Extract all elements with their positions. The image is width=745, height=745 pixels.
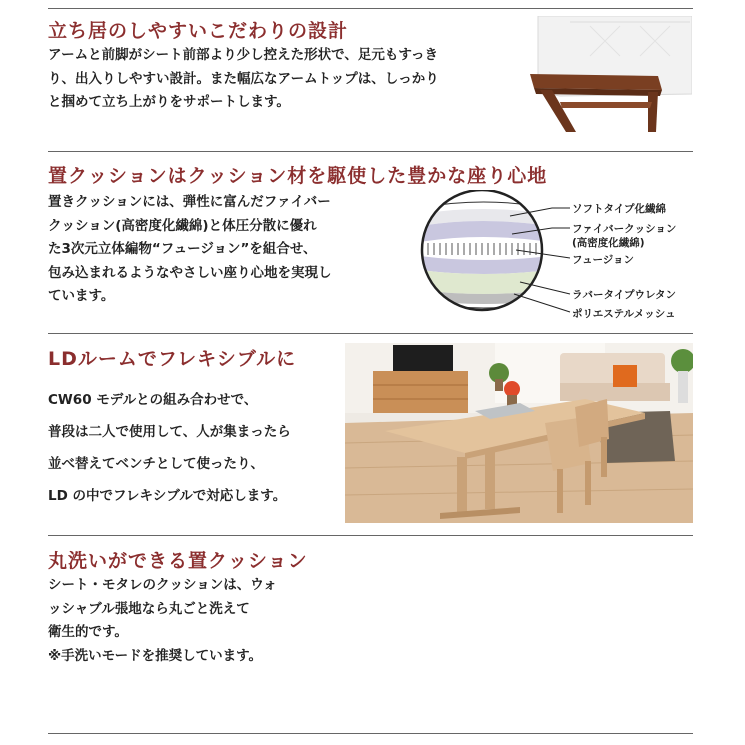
section1-heading: 立ち居のしやすいこだわりの設計 (48, 20, 349, 42)
section2-line: クッション(高密度化繊綿)と体圧分散に優れ (48, 217, 317, 234)
section1-line: アームと前脚がシート前部より少し控えた形状で、足元もすっき (48, 47, 439, 63)
section3-line: CW60 モデルとの組み合わせで、 (48, 392, 258, 408)
section2-line: 置きクッションには、弾性に富んだファイバー (48, 194, 331, 210)
section3-line: 並べ替えてベンチとして使ったり、 (48, 456, 264, 472)
top-rule (48, 8, 693, 9)
diagram-label: ラバータイプウレタン (572, 289, 677, 301)
section4-line: シート・モタレのクッションは、ウォ (48, 577, 277, 593)
section4-body (48, 574, 277, 668)
section1-body (48, 44, 439, 115)
section1-line: り、出入りしやすい設計。また幅広なアームトップは、しっかり (48, 70, 439, 87)
diagram-label: フュージョン (572, 254, 635, 266)
diagram-label: (高密度化繊綿) (572, 237, 645, 249)
diagram-label: ファイバークッション (572, 223, 677, 235)
section2-line: た3次元立体編物“フュージョン”を組合せ、 (48, 241, 317, 257)
section3-body (48, 384, 291, 512)
cushion-cross-section (420, 190, 550, 320)
cushion-layer-diagram (420, 190, 695, 325)
section4-rule (48, 535, 693, 536)
diagram-label: ソフトタイプ化繊綿 (572, 203, 666, 215)
section3-rule (48, 333, 693, 334)
living-dining-room-photo (345, 343, 693, 523)
section2-heading: 置クッションはクッション材を駆使した豊かな座り心地 (48, 165, 548, 187)
section2-body (48, 191, 332, 309)
section1-line: と掴めて立ち上がりをサポートします。 (48, 94, 290, 110)
section2-rule (48, 151, 693, 152)
section4-line: ※手洗いモードを推奨しています。 (48, 647, 263, 664)
section2-line: 包み込まれるようなやさしい座り心地を実現し (48, 264, 332, 281)
section4-line: ッシャブル張地なら丸ごと洗えて (48, 600, 250, 617)
section3-line: 普段は二人で使用して、人が集まったら (48, 424, 291, 440)
section3-heading: LDルームでフレキシブルに (48, 348, 297, 370)
diagram-label: ポリエステルメッシュ (572, 308, 676, 320)
bottom-rule (48, 733, 693, 734)
sofa-arm-photo (530, 16, 692, 134)
section2-line: ています。 (48, 288, 115, 304)
section3-line: LD の中でフレキシブルで対応します。 (48, 488, 287, 504)
section4-heading: 丸洗いができる置クッション (48, 550, 308, 572)
section4-line: 衛生的です。 (48, 624, 128, 640)
